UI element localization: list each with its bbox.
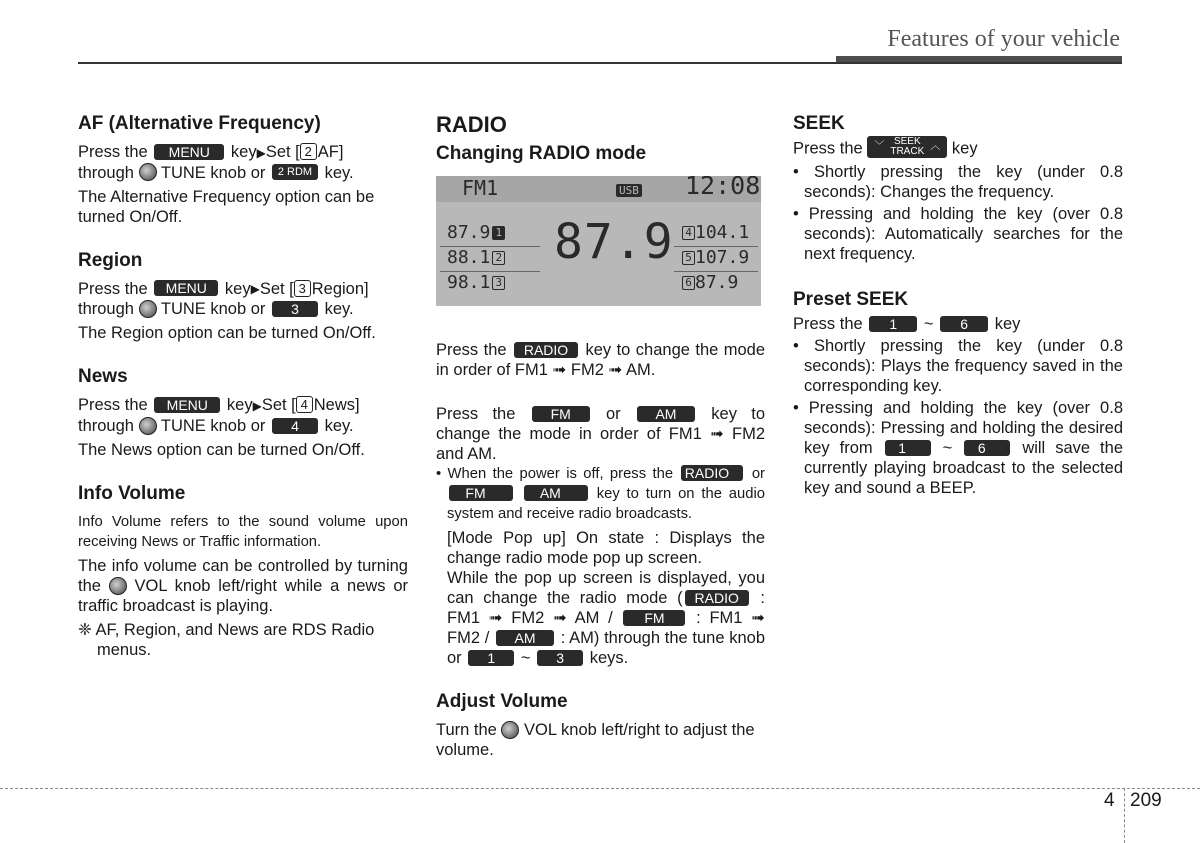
af-title: AF (Alternative Frequency): [78, 113, 321, 134]
column-right: [793, 112, 1123, 498]
radio-mode-instructions: Press the RADIO key to change the mode in order of FM1 ➟ FM2 ➟ AM.: [436, 341, 766, 379]
tune-knob-icon: [139, 417, 157, 435]
usb-icon: USB: [616, 184, 642, 197]
key-3: 3: [272, 301, 318, 317]
number-3-icon: 3: [294, 280, 311, 297]
menu-key: MENU: [154, 397, 220, 413]
mode-popup-change: While the pop up screen is displayed, you can change the radio mode ( RADIO : FM1 ➟ FM2 ➟ AM / FM : FM1 ➟ FM2 / AM : AM) through the tune knob or 1 ~ 3 keys.: [447, 569, 766, 667]
tune-knob-icon: [139, 300, 157, 318]
seek-bullet-short: • Shortly pressing the key (under 0.8 seconds): Changes the frequency.: [793, 163, 1123, 201]
rds-note: ❈ AF, Region, and News are RDS Radio menus.: [78, 620, 375, 659]
key-1: 1: [468, 650, 514, 666]
info-volume-body: Info Volume refers to the sound volume upon receiving News or Traffic information.: [78, 513, 408, 550]
key-1: 1: [885, 440, 931, 456]
radio-key: RADIO: [685, 590, 749, 606]
fm-key: FM: [623, 610, 685, 626]
power-off-bullet: • When the power is off, press the RADIO or FM AM key to turn on the audio system and receive radio broadcasts.: [436, 465, 765, 522]
footer-divider: [1124, 788, 1125, 843]
region-description: The Region option can be turned On/Off.: [78, 324, 376, 343]
key-6: 6: [964, 440, 1010, 456]
adjust-volume-title: Adjust Volume: [436, 691, 568, 712]
menu-key: MENU: [154, 144, 224, 160]
fm-key: FM: [449, 485, 513, 501]
vol-knob-icon: [501, 721, 519, 739]
tune-knob-icon: [139, 163, 157, 181]
display-clock: 12:08: [685, 176, 761, 200]
preset-bullet-short: • Shortly pressing the key (under 0.8 seconds): Plays the frequency saved in the corresponding key.: [793, 337, 1123, 395]
preset-left-3: 98.1 3: [447, 273, 505, 293]
radio-subtitle: Changing RADIO mode: [436, 143, 647, 164]
vol-knob-icon: [109, 577, 127, 595]
rdm-key: 2 RDM: [272, 164, 318, 180]
radio-display-image: [436, 176, 761, 306]
seek-press: Press the ﹀ SEEK TRACK ︿ key: [793, 136, 978, 158]
adjust-volume-body: Turn the VOL knob left/right to adjust the volume.: [436, 721, 755, 759]
news-description: The News option can be turned On/Off.: [78, 440, 365, 459]
region-instructions: Press the MENU key▶Set [ 3 Region] through TUNE knob or 3 key.: [78, 279, 369, 319]
fm-key: FM: [532, 406, 590, 422]
mode-popup-on: [Mode Pop up] On state : Displays the change radio mode pop up screen.: [447, 529, 765, 567]
display-frequency: 87.9: [554, 214, 674, 270]
region-title: Region: [78, 249, 143, 271]
header-title: Features of your vehicle: [887, 26, 1120, 52]
preset-left-2: 88.1 2: [447, 248, 505, 268]
af-description: The Alternative Frequency option can be turned On/Off.: [78, 187, 375, 226]
chevron-up-icon: ︿: [930, 141, 941, 152]
header-rule: [78, 62, 1122, 64]
display-mode: FM1: [462, 176, 499, 200]
footer-rule: [0, 788, 1200, 789]
chapter-number: 4: [1104, 790, 1115, 811]
chevron-down-icon: ﹀: [874, 141, 885, 152]
seek-title: SEEK: [793, 113, 845, 134]
fm-am-instructions: Press the FM or AM key to change the mode in order of FM1 ➟ FM2 and AM.: [436, 405, 765, 463]
radio-key: RADIO: [514, 342, 578, 358]
radio-title: RADIO: [436, 112, 507, 137]
am-key: AM: [524, 485, 588, 501]
radio-key: RADIO: [681, 465, 743, 481]
info-volume-control: The info volume can be controlled by turning the VOL knob left/right while a news or traffic broadcast is playing.: [78, 556, 408, 615]
preset-bullet-hold: • Pressing and holding the key (over 0.8 seconds): Pressing and holding the desired key from 1 ~ 6 will save the currently playing broadcast to the selected key and sound a BEEP.: [793, 399, 1123, 497]
af-instructions: Press the MENU key▶Set [ 2 AF] through TUNE knob or 2 RDM key.: [78, 143, 354, 182]
preset-left-1: 87.9 1: [447, 223, 505, 243]
arrow-right-icon: ▶: [256, 145, 266, 160]
seek-bullet-hold: • Pressing and holding the key (over 0.8 seconds): Automatically searches for the next frequency.: [793, 205, 1123, 263]
am-key: AM: [637, 406, 695, 422]
key-6: 6: [940, 316, 988, 332]
preset-right-4: 4 104.1: [680, 223, 749, 243]
key-4: 4: [272, 418, 318, 434]
number-2-icon: 2: [300, 143, 317, 160]
am-key: AM: [496, 630, 554, 646]
news-instructions: Press the MENU key▶Set [ 4 News] through TUNE knob or 4 key.: [78, 396, 360, 435]
info-volume-title: Info Volume: [78, 482, 186, 504]
preset-seek-title: Preset SEEK: [793, 289, 909, 310]
menu-key: MENU: [154, 280, 218, 296]
arrow-right-icon: ▶: [250, 282, 260, 297]
number-4-icon: 4: [296, 396, 313, 413]
column-left: [78, 112, 408, 660]
arrow-right-icon: ▶: [252, 398, 262, 413]
column-middle: [436, 112, 765, 760]
page-number: 209: [1130, 790, 1162, 811]
key-1: 1: [869, 316, 917, 332]
preset-right-5: 5 107.9: [680, 248, 749, 268]
preset-press: Press the 1 ~ 6 key: [793, 315, 1021, 333]
preset-right-6: 6 87.9: [680, 273, 738, 293]
key-3: 3: [537, 650, 583, 666]
seek-track-key: ﹀ SEEK TRACK ︿: [867, 136, 947, 158]
news-title: News: [78, 366, 128, 388]
